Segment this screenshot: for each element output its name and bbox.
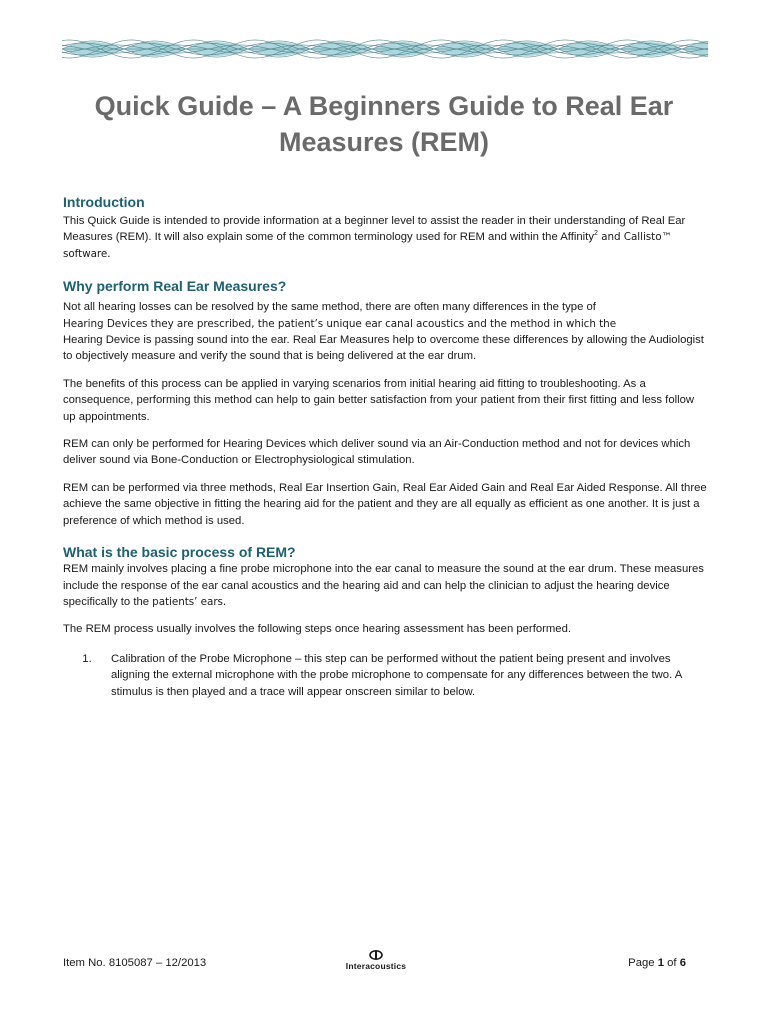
document-body	[63, 193, 708, 700]
list-item-number: 1.	[82, 652, 92, 665]
why-paragraph-4: REM can be performed via three methods, Real Ear Insertion Gain, Real Ear Aided Gain and Real Ear Aided Response. All three achieve the same objective in fitting the hearing aid for the patient and they are all equally as efficient as one another. It is just a preference of which method is used.	[63, 481, 707, 527]
page-title: Quick Guide – A Beginners Guide to Real Ear Measures (REM)	[94, 91, 674, 157]
why-paragraph-2: The benefits of this process can be applied in varying scenarios from initial hearing aid fitting to troubleshooting. As a consequence, performing this method can help to gain better satisfaction from your patient from their first fitting and less follow up appointments.	[63, 377, 695, 423]
section-why-perform-rem	[63, 277, 708, 529]
why-paragraph-1: Not all hearing losses can be resolved by the same method, there are often many differences in the type of Hearing Devices they are prescribed, the patient’s unique ear canal acoustics and the method in which the Hearing Device is passing sound into the ear. Real Ear Measures help to overcome these differences by allowing the Audiologist to objectively measure and verify the sound that is being delivered at the ear drum.	[63, 301, 704, 363]
heading-introduction: Introduction	[63, 194, 145, 210]
ear-logo-icon	[369, 950, 383, 960]
list-item	[63, 651, 708, 700]
logo-text: Interacoustics	[345, 961, 407, 971]
interacoustics-logo	[329, 950, 423, 971]
intro-paragraph: This Quick Guide is intended to provide information at a beginner level to assist the reader in their understanding of Real Ear Measures (REM). It will also explain some of the common terminology used for REM and within the Affinity$^2$ and Callisto™ software.	[63, 215, 686, 260]
list-item-text: Calibration of the Probe Microphone – this step can be performed without the patient being present and involves aligning the external microphone with the probe microphone to compensate for any differences between the two. A stimulus is then played and a trace will appear onscreen similar to below.	[111, 652, 682, 698]
why-paragraph-3: REM can only be performed for Hearing Devices which deliver sound via an Air-Conduction method and not for devices which deliver sound via Bone-Conduction or Electrophysiological stimulation.	[63, 438, 691, 467]
heading-basic-process: What is the basic process of REM?	[63, 544, 296, 561]
wave-pattern	[62, 38, 708, 60]
basic-paragraph-2: The REM process usually involves the following steps once hearing assessment has been performed.	[63, 623, 571, 636]
basic-paragraph-1: REM mainly involves placing a fine probe microphone into the ear canal to measure the sound at the ear drum. These measures include the response of the ear canal acoustics and the hearing aid and can help the clinician to adjust the hearing device specifically to the patients’ ears.	[63, 563, 704, 608]
page-number: Page 1 of 6	[628, 957, 686, 969]
total-pages: 6	[679, 957, 686, 969]
section-basic-process	[63, 543, 708, 700]
page-footer	[63, 957, 686, 975]
superscript-2: 2	[593, 230, 598, 238]
section-introduction	[63, 193, 708, 262]
item-number: Item No. 8105087 – 12/2013	[63, 957, 207, 969]
heading-why-perform-rem: Why perform Real Ear Measures?	[63, 278, 287, 295]
current-page: 1	[657, 957, 664, 969]
process-steps-list	[63, 651, 708, 700]
decorative-header-band	[62, 38, 708, 60]
